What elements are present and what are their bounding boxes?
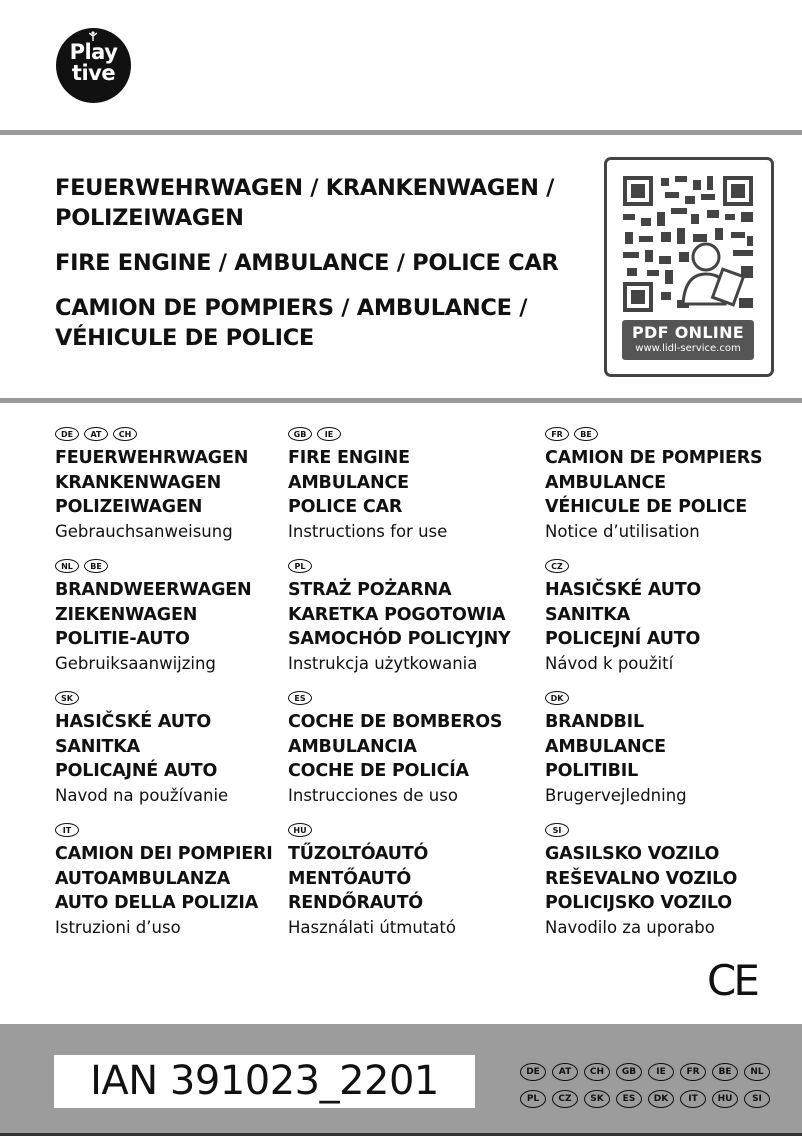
country-badge: GB: [288, 427, 312, 441]
title-de: FEUERWEHRWAGEN / KRANKENWAGEN / POLIZEIWAGEN: [55, 175, 555, 231]
qr-code-panel[interactable]: [604, 157, 774, 377]
country-badge: CZ: [552, 1090, 578, 1108]
product-name: BRANDBIL: [545, 712, 644, 732]
manual-link[interactable]: Brugervejledning: [545, 785, 687, 805]
country-badge: BE: [574, 427, 598, 441]
logo-text-line1: Play: [69, 40, 118, 64]
product-name: POLITIE-AUTO: [55, 629, 190, 649]
country-badge: AT: [84, 427, 108, 441]
country-badge: CZ: [545, 559, 569, 573]
manual-link[interactable]: Návod k použití: [545, 653, 674, 673]
product-name: RENDŐRAUTÓ: [288, 893, 423, 913]
language-section-sk: [55, 691, 315, 808]
manual-link[interactable]: Navod na používanie: [55, 785, 229, 805]
product-name: AMBULANCE: [288, 472, 409, 493]
ian-number: IAN 391023_2201: [54, 1055, 475, 1108]
ce-mark-icon: CE: [707, 956, 757, 1005]
country-badge: SK: [584, 1090, 610, 1108]
country-badge: PL: [520, 1090, 546, 1108]
country-badge: NL: [55, 559, 79, 573]
country-badge: DK: [545, 691, 569, 705]
middle-divider: [0, 398, 802, 403]
country-badge: FR: [680, 1063, 706, 1081]
product-name: POLIZEIWAGEN: [55, 497, 203, 517]
product-name: SANITKA: [55, 736, 140, 757]
country-badge: FR: [545, 427, 569, 441]
product-name: CAMION DE POMPIERS: [545, 448, 763, 468]
country-badge: BE: [84, 559, 108, 573]
country-badge: BE: [712, 1063, 738, 1081]
product-name: CAMION DEI POMPIERI: [55, 844, 273, 864]
country-badge: SI: [744, 1090, 770, 1108]
pdf-online-title: PDF ONLINE: [632, 323, 744, 342]
product-name: POLICAJNÉ AUTO: [55, 761, 218, 781]
language-section-cz: [545, 559, 802, 676]
manual-link[interactable]: Instrukcja użytkowania: [288, 653, 478, 673]
country-badge: CH: [584, 1063, 610, 1081]
language-section-pl: [288, 559, 548, 676]
title-fr: CAMION DE POMPIERS / AMBULANCE / VÉHICULE DE POLICE: [55, 295, 528, 351]
language-section-fr: [545, 427, 802, 544]
country-badge: SI: [545, 823, 569, 837]
playtive-logo: [56, 28, 131, 103]
product-name: KRANKENWAGEN: [55, 472, 222, 493]
country-badge: NL: [744, 1063, 770, 1081]
product-name: FIRE ENGINE: [288, 448, 410, 468]
language-section-dk: [545, 691, 802, 808]
product-name: HASIČSKÉ AUTO: [55, 712, 212, 732]
manual-link[interactable]: Istruzioni d’uso: [55, 917, 181, 937]
product-name: POLICIJSKO VOZILO: [545, 893, 732, 913]
product-name: ZIEKENWAGEN: [55, 604, 198, 625]
country-badge: HU: [712, 1090, 738, 1108]
product-name: AUTO DELLA POLIZIA: [55, 893, 259, 913]
manual-link[interactable]: Gebruiksaanwijzing: [55, 653, 216, 673]
product-name: SANITKA: [545, 604, 630, 625]
product-name: FEUERWEHRWAGEN: [55, 448, 249, 468]
language-section-si: [545, 823, 802, 940]
product-name: KARETKA POGOTOWIA: [288, 604, 506, 625]
product-name: REŠEVALNO VOZILO: [545, 868, 738, 889]
product-name: POLICE CAR: [288, 497, 403, 517]
product-name: COCHE DE POLICÍA: [288, 761, 469, 781]
manual-link[interactable]: Notice d’utilisation: [545, 521, 700, 541]
country-badge: IE: [648, 1063, 674, 1081]
language-section-hu: [288, 823, 548, 940]
manual-link[interactable]: Instrucciones de uso: [288, 785, 458, 805]
product-name: AUTOAMBULANZA: [55, 868, 231, 889]
product-name: AMBULANCE: [545, 472, 666, 493]
country-badge: ES: [288, 691, 312, 705]
country-badge: IT: [55, 823, 79, 837]
product-name: HASIČSKÉ AUTO: [545, 580, 702, 600]
pdf-online-label: [622, 320, 754, 360]
country-badge: SK: [55, 691, 79, 705]
language-section-it: [55, 823, 315, 940]
product-name: POLITIBIL: [545, 761, 639, 781]
product-name: SAMOCHÓD POLICYJNY: [288, 629, 511, 649]
country-badge: AT: [552, 1063, 578, 1081]
product-name: MENTŐAUTÓ: [288, 868, 412, 889]
title-block: [55, 173, 600, 368]
language-section-es: [288, 691, 548, 808]
manual-link[interactable]: Instructions for use: [288, 521, 448, 541]
product-name: BRANDWEERWAGEN: [55, 580, 252, 600]
country-badge: DK: [648, 1090, 674, 1108]
country-badge: ES: [616, 1090, 642, 1108]
product-name: POLICEJNÍ AUTO: [545, 629, 701, 649]
top-divider: [0, 130, 802, 135]
country-badge: DE: [55, 427, 79, 441]
country-badge: IT: [680, 1090, 706, 1108]
country-badge: DE: [520, 1063, 546, 1081]
manual-link[interactable]: Használati útmutató: [288, 917, 456, 937]
footer-country-badges: [520, 1063, 780, 1117]
country-badge: GB: [616, 1063, 642, 1081]
product-name: AMBULANCIA: [288, 736, 417, 757]
language-section-de: [55, 427, 315, 544]
logo-text-line2: tive: [71, 61, 116, 85]
manual-link[interactable]: Gebrauchsanweisung: [55, 521, 233, 541]
qr-code-icon: [621, 174, 755, 314]
product-name: GASILSKO VOZILO: [545, 844, 720, 864]
country-badge: CH: [113, 427, 137, 441]
title-en: FIRE ENGINE / AMBULANCE / POLICE CAR: [55, 250, 559, 276]
product-name: TŰZOLTÓAUTÓ: [288, 844, 429, 864]
product-name: VÉHICULE DE POLICE: [545, 497, 748, 517]
product-name: COCHE DE BOMBEROS: [288, 712, 503, 732]
pdf-online-url[interactable]: www.lidl-service.com: [635, 343, 741, 354]
product-name: AMBULANCE: [545, 736, 666, 757]
product-name: STRAŻ POŻARNA: [288, 580, 452, 600]
language-section-nl: [55, 559, 315, 676]
country-badge: IE: [317, 427, 341, 441]
country-badge: PL: [288, 559, 312, 573]
language-section-en: [288, 427, 548, 544]
manual-link[interactable]: Navodilo za uporabo: [545, 917, 715, 937]
country-badge: HU: [288, 823, 312, 837]
